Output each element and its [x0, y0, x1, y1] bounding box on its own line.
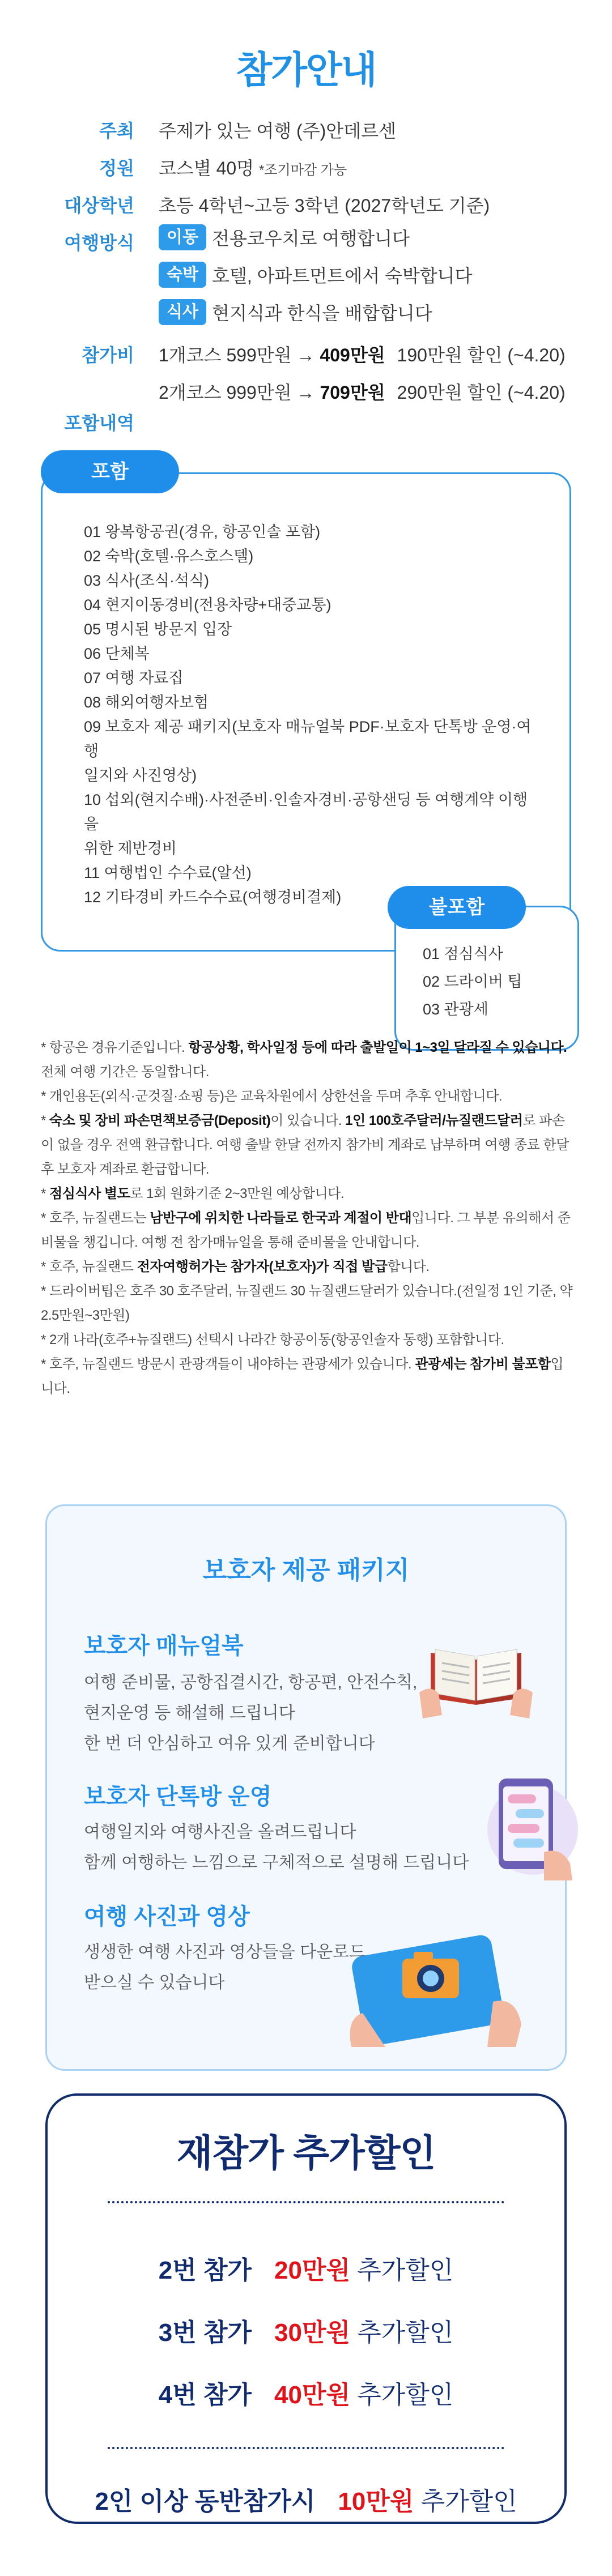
list-item: 07 여행 자료집 [84, 669, 184, 686]
arrow-icon: → [296, 345, 315, 365]
fee-original: 999만원 [226, 382, 292, 403]
method-text: 호텔, 아파트먼트에서 숙박합니다 [212, 266, 473, 286]
note-item: * 점심식사 별도로 1회 원화기준 2~3만원 예상합니다. [41, 1186, 345, 1201]
book-icon [419, 1630, 533, 1721]
list-item: 04 현지이동경비(전용차량+대중교통) [84, 596, 332, 613]
fee-sale: 709만원 [320, 382, 385, 403]
fee-row [159, 378, 566, 404]
fee-original: 599만원 [226, 345, 292, 365]
method-tag: 이동 [159, 224, 206, 250]
note-item: * 드라이버팁은 호주 30 호주달러, 뉴질랜드 30 뉴질랜드달러가 있습니다.(전일정 1인 기준, 약 2.5만원~3만원) [41, 1283, 573, 1323]
method-text: 전용코우치로 여행합니다 [212, 228, 410, 249]
page-title: 참가안내 [236, 49, 376, 91]
list-item: 03 관광세 [423, 1001, 488, 1018]
method-tag: 숙박 [159, 262, 206, 288]
capacity-row [159, 154, 347, 180]
fee-row [159, 341, 566, 367]
note-item: * 개인용돈(외식·군것질·쇼핑 등)은 교육차원에서 상한선을 두며 추후 안내합니다. [41, 1089, 503, 1104]
photo-video-title: 여행 사진과 영상 [84, 1904, 250, 1929]
guardian-title: 보호자 제공 패키지 [202, 1556, 410, 1584]
discount-row: 3번 참가 30만원 추가할인 [158, 2319, 454, 2347]
include-list [84, 520, 537, 910]
exclude-pill: 불포함 [388, 886, 526, 929]
list-item: 02 숙박(호텔·유스호스텔) [84, 548, 254, 565]
list-item: 05 명시된 방문지 입장 [84, 621, 232, 638]
note-item: * 2개 나라(호주+뉴질랜드) 선택시 나라간 항공이동(항공인솔자 동행) 포함합니다. [41, 1332, 504, 1347]
method-item-lodging [159, 262, 472, 288]
target-value: 초등 4학년~고등 3학년 (2027학년도 기준) [159, 195, 490, 216]
camera-icon [340, 1911, 533, 2047]
note-item: * 호주, 뉴질랜드 방문시 관광객들이 내야하는 관광세가 있습니다. 관광세는 참가비 불포함입니다. [41, 1357, 564, 1396]
method-tag: 식사 [159, 299, 206, 325]
list-item: 11 여행법인 수수료(알선) [84, 864, 252, 881]
fee-sale: 409만원 [320, 345, 385, 365]
method-item-transport [159, 224, 410, 250]
divider [108, 2201, 504, 2203]
chatroom-desc: 여행일지와 여행사진을 올려드립니다 함께 여행하는 느낌으로 구체적으로 설명해 드립니다 [84, 1823, 469, 1872]
list-item: 10 섭외(현지수배)·사전준비·인솔자경비·공항샌딩 등 여행계약 이행을 [84, 791, 528, 833]
fee-discount: 290만원 할인 (~4.20) [397, 382, 566, 403]
organizer-value: 주제가 있는 여행 (주)안데르센 [159, 121, 396, 141]
fee-label: 참가비 [82, 345, 134, 365]
fee-course: 2개코스 [159, 382, 222, 403]
manual-desc: 여행 준비물, 공항집결시간, 항공편, 안전수칙, 현지운영 등 해설해 드립니다 한 번 더 안심하고 여유 있게 준비합니다 [84, 1673, 418, 1753]
list-item: 09 보호자 제공 패키지(보호자 매뉴얼북 PDF·보호자 단톡방 운영·여행 [84, 718, 532, 760]
note-item: * 항공은 경유기준입니다. 항공상황, 학사일정 등에 따라 출발일이 1~3일 달라질 수 있습니다. 전체 여행 기간은 동일합니다. [41, 1040, 567, 1080]
discount-row: 2번 참가 20만원 추가할인 [158, 2257, 454, 2284]
fee-course: 1개코스 [159, 345, 222, 365]
method-label: 여행방식 [64, 233, 134, 253]
capacity-note: *조기마감 가능 [259, 163, 347, 178]
divider [108, 2447, 504, 2449]
target-label: 대상학년 [64, 195, 134, 216]
list-item: 12 기타경비 카드수수료(여행경비결제) [84, 889, 342, 906]
list-item: 01 왕복항공권(경유, 항공인솔 포함) [84, 523, 321, 540]
fee-discount: 190만원 할인 (~4.20) [397, 345, 566, 365]
list-item: 08 해외여행자보험 [84, 694, 209, 711]
phone-chat-icon [470, 1767, 584, 1880]
list-item: 01 점심식사 [423, 945, 503, 962]
note-item: * 숙소 및 장비 파손면책보증금(Deposit)이 있습니다. 1인 100호주달러/뉴질랜드달러로 파손이 없을 경우 전액 환급합니다. 여행 출발 한달 전까지 참가비 계좌로 납부하며 여행 종료 한달 후 보호자 계좌로 환급합니다. [41, 1113, 569, 1177]
list-item: 일지와 사진영상) [84, 767, 197, 784]
list-item: 06 단체복 [84, 645, 150, 662]
capacity-value: 코스별 40명 [159, 158, 254, 178]
photo-video-desc: 생생한 여행 사진과 영상들을 다운로드 받으실 수 있습니다 [84, 1943, 366, 1992]
list-item: 위한 제반경비 [84, 840, 177, 857]
chatroom-title: 보호자 단톡방 운영 [84, 1784, 272, 1809]
exclude-list [423, 940, 522, 1023]
organizer-label: 주최 [99, 121, 134, 141]
rejoin-title: 재참가 추가할인 [176, 2132, 436, 2174]
method-item-meals [159, 299, 432, 325]
note-item: * 호주, 뉴질랜드 전자여행허가는 참가자(보호자)가 직접 발급합니다. [41, 1259, 430, 1274]
companion-discount-row: 2인 이상 동반참가시 10만원 추가할인 [95, 2488, 517, 2515]
capacity-label: 정원 [99, 158, 134, 178]
discount-row: 4번 참가 40만원 추가할인 [158, 2381, 454, 2409]
list-item: 02 드라이버 팁 [423, 973, 522, 990]
manual-title: 보호자 매뉴얼북 [84, 1634, 244, 1658]
method-text: 현지식과 한식을 배합합니다 [212, 303, 432, 323]
notes [41, 1035, 573, 1401]
note-item: * 호주, 뉴질랜드는 남반구에 위치한 나라들로 한국과 계절이 반대입니다. 그 부분 유의해서 준비물을 챙깁니다. 여행 전 참가매뉴얼을 통해 준비물을 안내합니다. [41, 1210, 571, 1250]
arrow-icon: → [296, 382, 315, 403]
contents-label: 포함내역 [64, 413, 134, 433]
list-item: 03 식사(조식·석식) [84, 572, 209, 589]
include-pill: 포함 [41, 450, 179, 493]
